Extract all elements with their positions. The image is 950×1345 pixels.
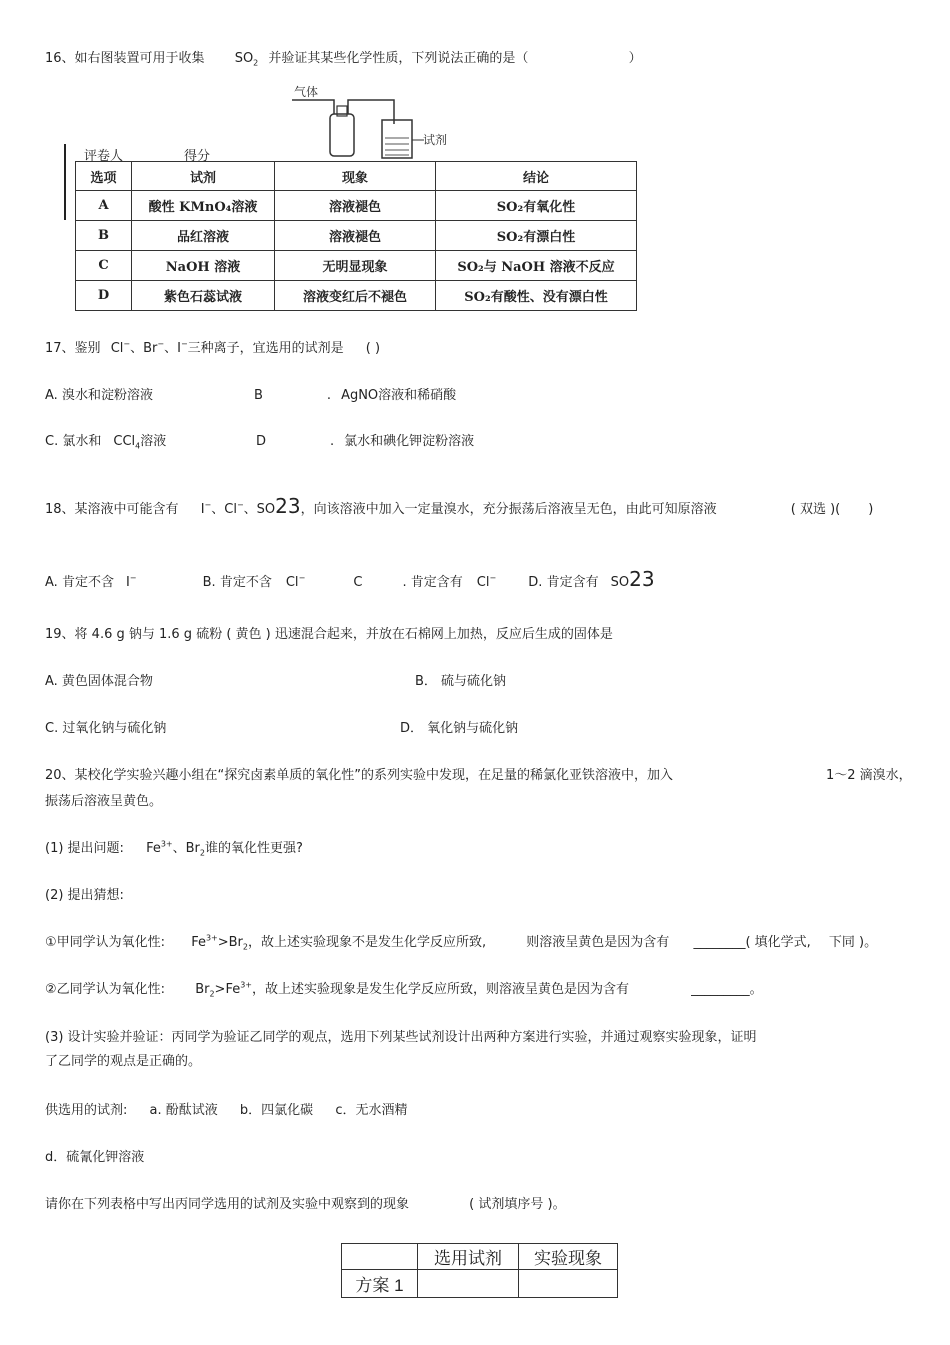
table-row: 方案 1 (342, 1270, 618, 1298)
q17-stem: 17、鉴别 Cl−、Br−、I−三种离子，宜选用的试剂是 ( ) (45, 339, 381, 356)
grader-bracket (64, 144, 66, 220)
gas-label: 气体 (294, 85, 319, 99)
q17-option-c: C. 氯水和 CCl$_4$溶液 (45, 434, 167, 451)
gas-apparatus-figure (290, 82, 460, 162)
table-header-row: 选用试剂 实验现象 (342, 1244, 618, 1270)
q20-part2: (2) 提出猜想: (45, 888, 124, 903)
table-row: D 紫色石蕊试液 溶液变红后不褪色 SO₂有酸性、没有漂白性 (76, 281, 637, 311)
q18-options: A. 肯定不含 I− B. 肯定不含 Cl− C . 肯定含有 Cl− D. 肯定含有 SO23 (45, 567, 655, 591)
q20-stem-line1-end: 1～2 滴溴水， (826, 768, 912, 783)
q20-reagent-list: 供选用的试剂: a. 酚酞试液 b．四氯化碳 c．无水酒精 (45, 1103, 408, 1118)
table-row: C NaOH 溶液 无明显现象 SO₂与 NaOH 溶液不反应 (76, 251, 637, 281)
q19-stem: 19、将 4.6 g 钠与 1.6 g 硫粉 ( 黄色 ) 迅速混合起来，并放在石棉网上加热，反应后生成的固体是 (45, 627, 613, 642)
q19-option-c: C. 过氧化钠与硫化钠 (45, 721, 167, 736)
q16-options-table (75, 161, 637, 311)
q20-stem-line2: 振荡后溶液呈黄色。 (45, 794, 163, 809)
q19-option-d: D． 氧化钠与硫化钠 (400, 721, 519, 736)
q16-stem: 16、如右图装置可用于收集 $SO_2$ 并验证其某些化学性质，下列说法正确的是（ ） (45, 51, 642, 68)
q20-part3-line2: 了乙同学的观点是正确的。 (45, 1054, 202, 1069)
answer-cell-phenomenon[interactable] (519, 1270, 618, 1298)
q19-option-b: B． 硫与硫化钠 (415, 674, 507, 689)
q20-answer-table (341, 1243, 618, 1298)
score-label: 得分 (184, 149, 211, 164)
reagent-label: 试剂 (423, 133, 448, 147)
q19-option-a: A. 黄色固体混合物 (45, 674, 153, 689)
q20-stem-line1: 20、某校化学实验兴趣小组在“探究卤素单质的氧化性”的系列实验中发现，在足量的稀氯化亚铁溶液中，加入 (45, 768, 674, 783)
q20-part3-line1: (3) 设计实验并验证：丙同学为验证乙同学的观点，选用下列某些试剂设计出两种方案进行实验，并通过观察实验现象，证明 (45, 1030, 757, 1045)
table-row: B 品红溶液 溶液褪色 SO₂有漂白性 (76, 221, 637, 251)
q20-guess-2: ②乙同学认为氧化性: $Br_2>Fe^{3+}$，故上述实验现象是发生化学反应所致，则溶液呈黄色是因为含有 _________。 (45, 980, 763, 999)
q17-option-d: D . 氯水和碘化钾淀粉溶液 (256, 434, 475, 449)
table-header-row: 选项 试剂 现象 结论 (76, 162, 637, 191)
q20-instruction: 请你在下列表格中写出丙同学选用的试剂及实验中观察到的现象 ( 试剂填序号 )。 (45, 1197, 566, 1212)
q20-part1: (1) 提出问题: $Fe^{3+}$、$Br_2$谁的氧化性更强? (45, 839, 303, 858)
q17-option-b: B . AgNO溶液和稀硝酸 (254, 388, 457, 403)
answer-blank[interactable]: _________。 (691, 982, 763, 997)
q18-stem: 18、某溶液中可能含有 I−、Cl−、SO23，向该溶液中加入一定量溴水，充分振荡后溶液呈无色，由此可知原溶液 ( 双选 )( ) (45, 494, 874, 518)
q17-option-a: A. 溴水和淀粉溶液 (45, 388, 153, 403)
answer-cell-reagent[interactable] (418, 1270, 519, 1298)
answer-blank[interactable]: ________( 填化学式, (693, 935, 811, 950)
q20-reagent-d: d．硫氰化钾溶液 (45, 1150, 145, 1165)
grader-label: 评卷人 (84, 149, 124, 164)
table-row: A 酸性 KMnO₄溶液 溶液褪色 SO₂有氧化性 (76, 191, 637, 221)
q20-guess-1: ①甲同学认为氧化性: $Fe^{3+}>Br_2$，故上述实验现象不是发生化学反应所致, 则溶液呈黄色是因为含有 ________( 填化学式, 下同 )。 (45, 933, 878, 952)
